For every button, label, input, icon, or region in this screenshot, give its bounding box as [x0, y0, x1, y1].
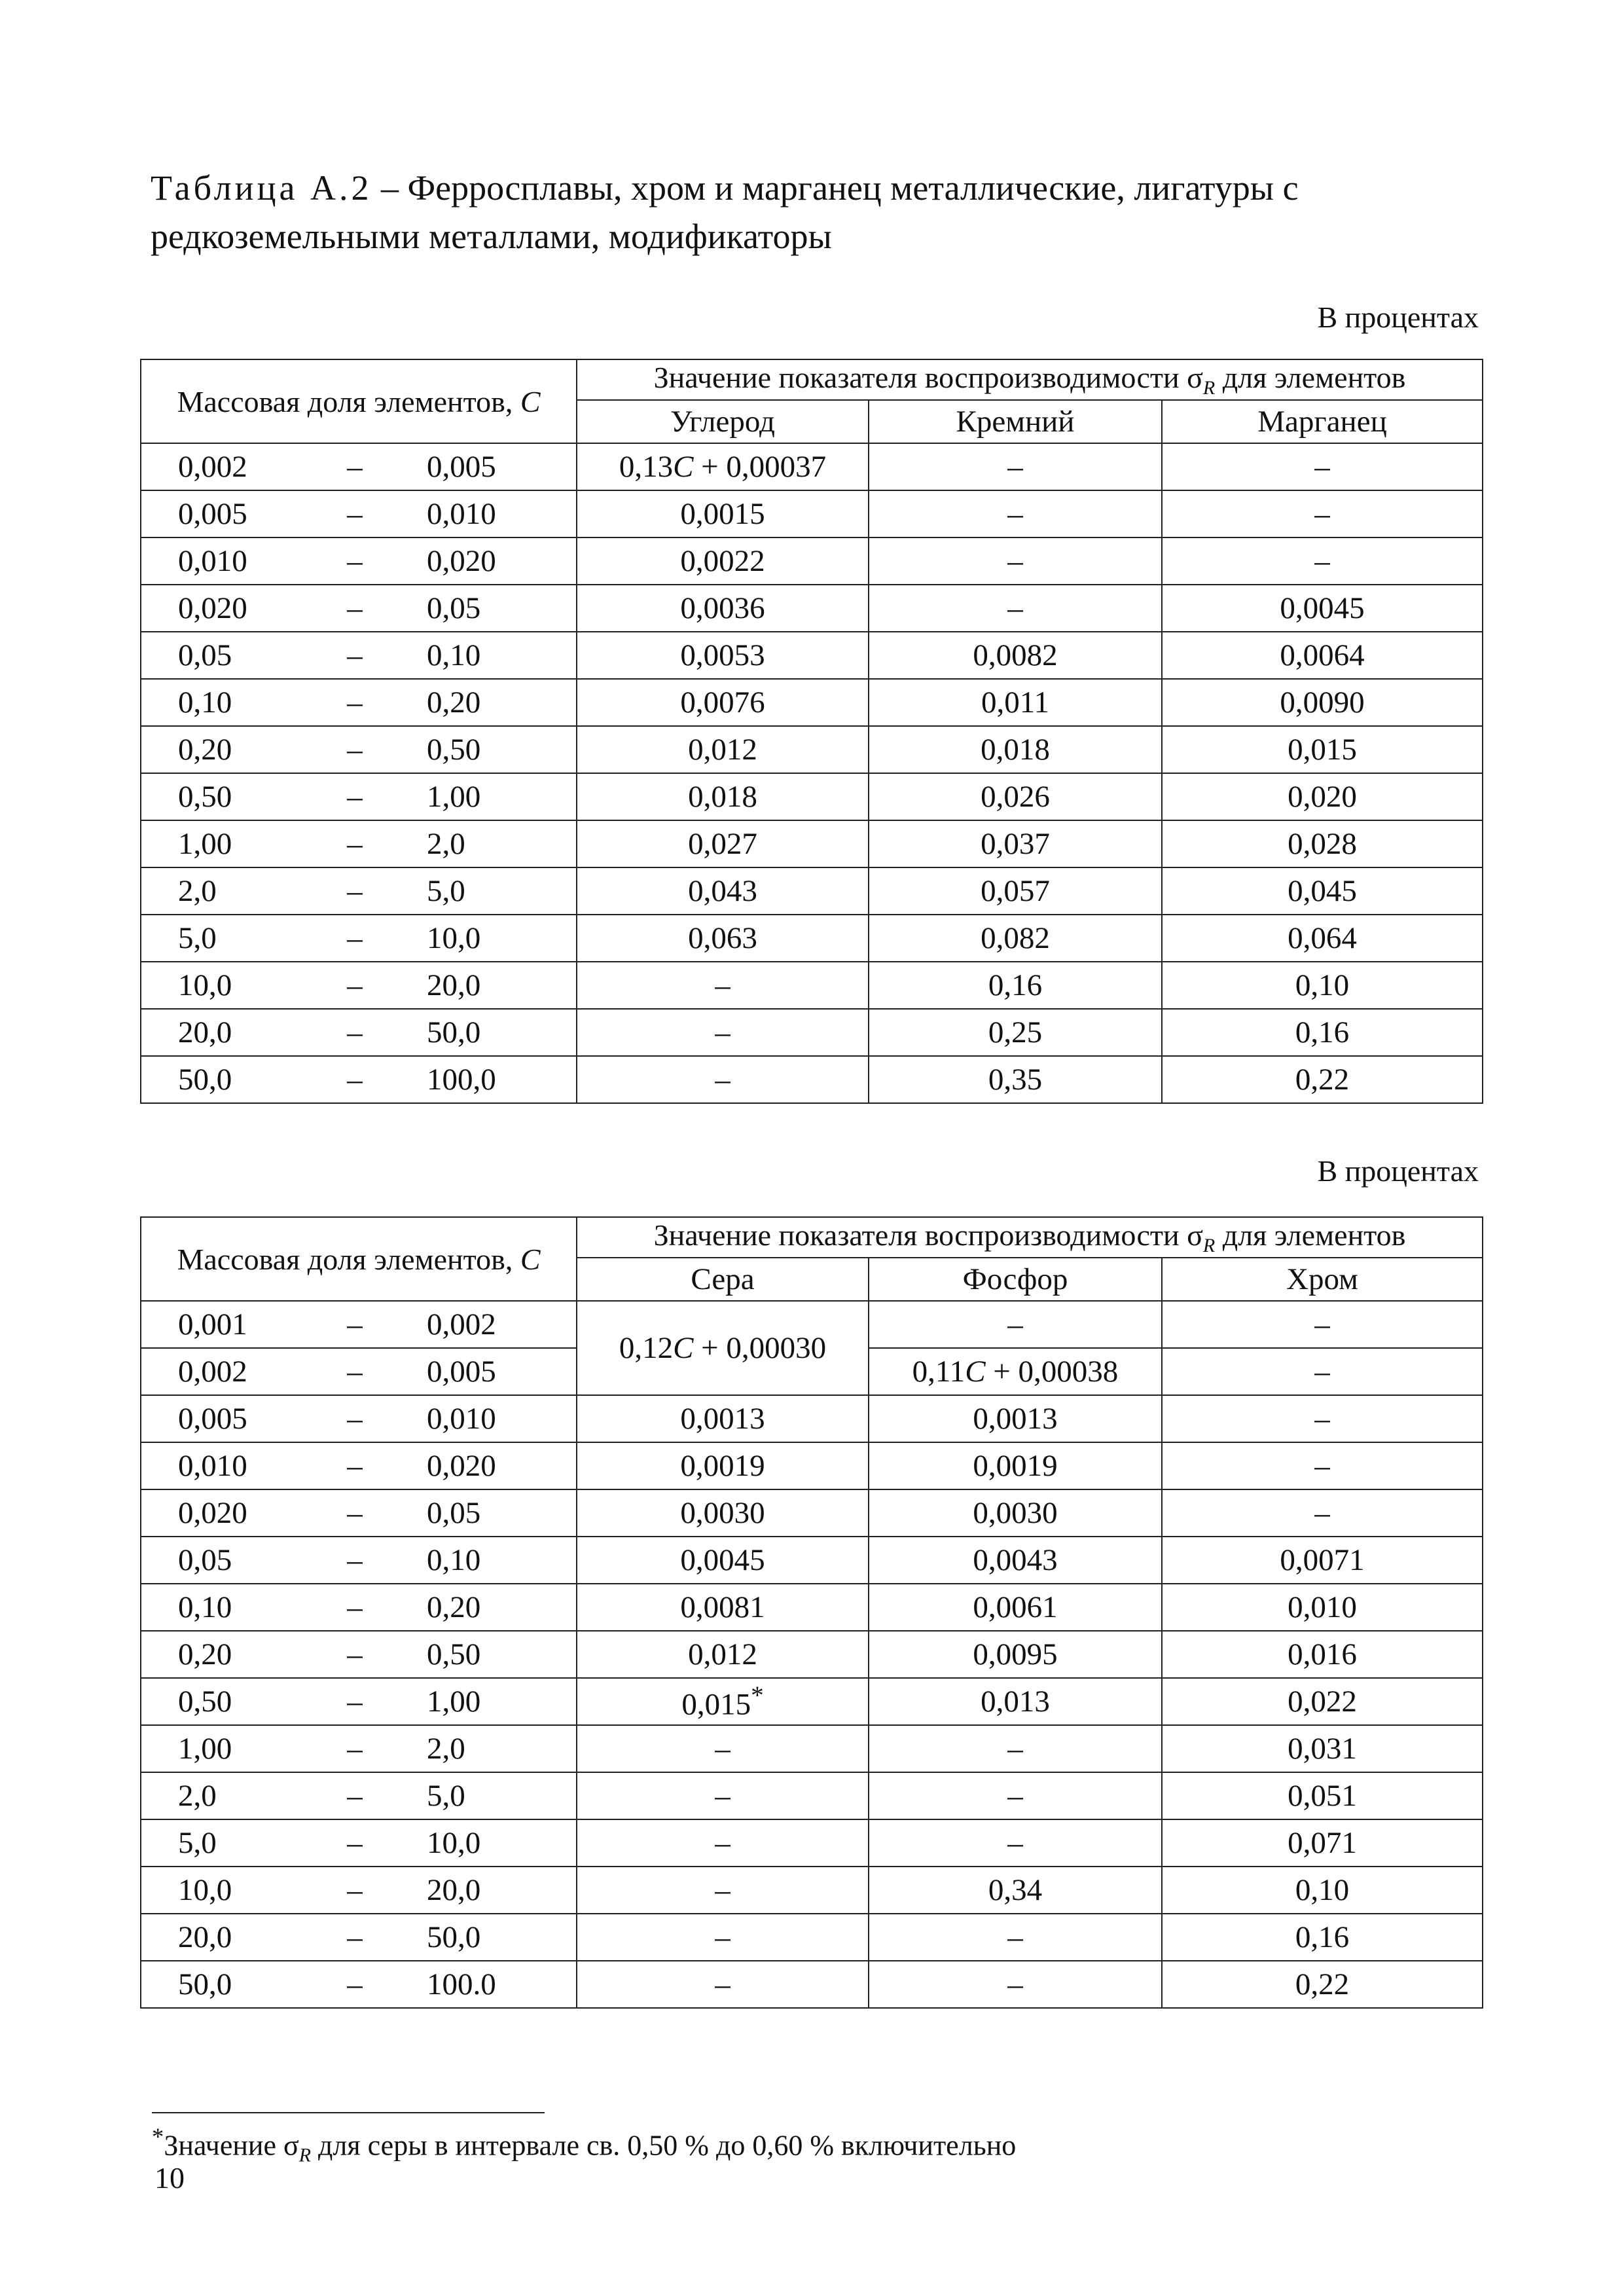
- mass-fraction-header: Массовая доля элементов, C: [141, 1217, 577, 1301]
- value-cell: 0,015*: [577, 1678, 869, 1725]
- range-from: 0,50: [178, 1685, 232, 1719]
- units-label-1: В процентах: [1317, 301, 1479, 334]
- range-from: 0,020: [178, 1496, 247, 1531]
- value-cell: 0,0090: [1162, 679, 1483, 726]
- range-from: 10,0: [178, 968, 232, 1003]
- table-title: – Ферросплавы, хром и марганец металлические, лигатуры с редкоземельными металлами, модификаторы: [151, 168, 1299, 256]
- range-to: 0,20: [427, 1590, 481, 1625]
- range-cell: [141, 773, 577, 820]
- range-cell: [141, 1819, 577, 1867]
- range-dash: –: [347, 1015, 363, 1050]
- table-row: [141, 773, 1483, 820]
- table-row: [141, 1961, 1483, 2008]
- table-number: Таблица А.2: [151, 168, 372, 208]
- units-label-2: В процентах: [1317, 1154, 1479, 1188]
- range-from: 0,05: [178, 638, 232, 673]
- range-to: 20,0: [427, 1873, 481, 1908]
- range-cell: [141, 1395, 577, 1442]
- value-cell: 0,057: [869, 867, 1162, 915]
- range-cell: [141, 1961, 577, 2008]
- range-from: 5,0: [178, 921, 217, 956]
- value-cell: 0,10: [1162, 1867, 1483, 1914]
- range-to: 50,0: [427, 1015, 481, 1050]
- range-dash: –: [347, 1063, 363, 1097]
- value-cell: –: [1162, 490, 1483, 538]
- value-cell: –: [577, 1819, 869, 1867]
- value-cell: 0,35: [869, 1056, 1162, 1103]
- value-cell: 0,020: [1162, 773, 1483, 820]
- range-from: 0,20: [178, 733, 232, 767]
- value-cell: 0,071: [1162, 1819, 1483, 1867]
- range-to: 2,0: [427, 1732, 465, 1766]
- range-from: 20,0: [178, 1015, 232, 1050]
- range-dash: –: [347, 968, 363, 1003]
- range-to: 1,00: [427, 780, 481, 814]
- range-from: 1,00: [178, 827, 232, 862]
- range-from: 2,0: [178, 1779, 217, 1813]
- value-cell: –: [869, 1772, 1162, 1819]
- value-cell: 0,026: [869, 773, 1162, 820]
- range-from: 0,005: [178, 1402, 247, 1436]
- value-cell: 0,10: [1162, 962, 1483, 1009]
- value-cell: 0,015: [1162, 726, 1483, 773]
- table-row: [141, 1395, 1483, 1442]
- value-cell: 0,0071: [1162, 1537, 1483, 1584]
- value-cell: –: [869, 1914, 1162, 1961]
- range-to: 2,0: [427, 827, 465, 862]
- range-from: 0,10: [178, 685, 232, 720]
- value-cell: –: [869, 443, 1162, 490]
- range-cell: [141, 490, 577, 538]
- table-row: [141, 1442, 1483, 1489]
- range-to: 0,020: [427, 1449, 496, 1484]
- value-cell: 0,016: [1162, 1631, 1483, 1678]
- range-dash: –: [347, 874, 363, 909]
- value-cell: 0,0013: [869, 1395, 1162, 1442]
- range-cell: [141, 915, 577, 962]
- value-cell: 0,064: [1162, 915, 1483, 962]
- value-cell: 0,082: [869, 915, 1162, 962]
- column-header: Сера: [577, 1258, 869, 1301]
- range-dash: –: [347, 1873, 363, 1908]
- range-from: 0,10: [178, 1590, 232, 1625]
- value-cell: 0,018: [869, 726, 1162, 773]
- value-cell: 0,22: [1162, 1961, 1483, 2008]
- value-cell: 0,0081: [577, 1584, 869, 1631]
- range-cell: [141, 726, 577, 773]
- range-to: 1,00: [427, 1685, 481, 1719]
- range-from: 0,50: [178, 780, 232, 814]
- range-dash: –: [347, 1732, 363, 1766]
- value-cell: 0,25: [869, 1009, 1162, 1056]
- range-to: 0,50: [427, 1637, 481, 1672]
- value-cell: 0,0022: [577, 538, 869, 585]
- range-to: 0,010: [427, 497, 496, 532]
- range-dash: –: [347, 1920, 363, 1955]
- range-to: 5,0: [427, 1779, 465, 1813]
- range-to: 0,005: [427, 450, 496, 484]
- table-row: [141, 820, 1483, 867]
- value-cell: 0,0076: [577, 679, 869, 726]
- value-cell: 0,0015: [577, 490, 869, 538]
- value-cell: 0,0053: [577, 632, 869, 679]
- value-cell: –: [577, 1867, 869, 1914]
- value-cell: –: [577, 1725, 869, 1772]
- value-cell: 0,037: [869, 820, 1162, 867]
- range-cell: [141, 679, 577, 726]
- range-dash: –: [347, 733, 363, 767]
- value-cell: –: [577, 1914, 869, 1961]
- range-dash: –: [347, 1637, 363, 1672]
- range-cell: [141, 1301, 577, 1348]
- value-cell: –: [1162, 1442, 1483, 1489]
- value-cell: 0,0064: [1162, 632, 1483, 679]
- table-row: [141, 1914, 1483, 1961]
- group-header: Значение показателя воспроизводимости $\sigma_R$ для элементов: [577, 359, 1483, 400]
- range-cell: [141, 1348, 577, 1395]
- range-from: 1,00: [178, 1732, 232, 1766]
- group-header: Значение показателя воспроизводимости $\sigma_R$ для элементов: [577, 1217, 1483, 1258]
- table-row: [141, 1301, 1483, 1348]
- range-from: 0,05: [178, 1543, 232, 1578]
- value-cell: 0,028: [1162, 820, 1483, 867]
- value-cell: –: [869, 538, 1162, 585]
- range-to: 0,002: [427, 1307, 496, 1342]
- table-row: [141, 1678, 1483, 1725]
- table-row: [141, 1009, 1483, 1056]
- range-from: 0,020: [178, 591, 247, 626]
- range-to: 0,05: [427, 1496, 481, 1531]
- value-cell: –: [1162, 1301, 1483, 1348]
- range-from: 0,001: [178, 1307, 247, 1342]
- range-to: 10,0: [427, 921, 481, 956]
- table-row: [141, 1819, 1483, 1867]
- table-row: [141, 585, 1483, 632]
- range-cell: [141, 1537, 577, 1584]
- range-cell: [141, 867, 577, 915]
- value-cell: –: [577, 962, 869, 1009]
- value-cell: –: [1162, 1395, 1483, 1442]
- table-row: [141, 1489, 1483, 1537]
- value-cell: –: [577, 1056, 869, 1103]
- table-row: [141, 443, 1483, 490]
- value-cell: 0,0061: [869, 1584, 1162, 1631]
- range-dash: –: [347, 780, 363, 814]
- range-dash: –: [347, 827, 363, 862]
- value-cell: 0,0045: [577, 1537, 869, 1584]
- range-cell: [141, 585, 577, 632]
- range-cell: [141, 1584, 577, 1631]
- table-row: [141, 490, 1483, 538]
- value-cell: 0,0043: [869, 1537, 1162, 1584]
- range-to: 10,0: [427, 1826, 481, 1861]
- value-cell: –: [1162, 443, 1483, 490]
- value-cell: 0,0030: [869, 1489, 1162, 1537]
- range-cell: [141, 1631, 577, 1678]
- table-row: [141, 915, 1483, 962]
- value-cell: 0,16: [1162, 1914, 1483, 1961]
- value-cell: 0,16: [1162, 1009, 1483, 1056]
- range-cell: [141, 1914, 577, 1961]
- column-header: Углерод: [577, 400, 869, 443]
- range-to: 100,0: [427, 1063, 496, 1097]
- range-to: 0,20: [427, 685, 481, 720]
- range-to: 0,10: [427, 1543, 481, 1578]
- range-from: 0,010: [178, 1449, 247, 1484]
- value-cell: –: [869, 585, 1162, 632]
- table-row: [141, 726, 1483, 773]
- range-to: 0,10: [427, 638, 481, 673]
- range-to: 0,50: [427, 733, 481, 767]
- mass-fraction-header: Массовая доля элементов, C: [141, 359, 577, 443]
- value-cell: 0,063: [577, 915, 869, 962]
- range-dash: –: [347, 1685, 363, 1719]
- value-cell: 0,010: [1162, 1584, 1483, 1631]
- value-cell: 0,0036: [577, 585, 869, 632]
- value-cell: 0,34: [869, 1867, 1162, 1914]
- range-dash: –: [347, 1826, 363, 1861]
- column-header: Кремний: [869, 400, 1162, 443]
- value-cell: 0,013: [869, 1678, 1162, 1725]
- value-cell: 0,018: [577, 773, 869, 820]
- value-cell: 0,22: [1162, 1056, 1483, 1103]
- range-dash: –: [347, 497, 363, 532]
- value-cell: –: [1162, 1489, 1483, 1537]
- range-to: 50,0: [427, 1920, 481, 1955]
- value-cell: –: [869, 1961, 1162, 2008]
- value-cell: 0,0082: [869, 632, 1162, 679]
- range-from: 0,20: [178, 1637, 232, 1672]
- range-from: 20,0: [178, 1920, 232, 1955]
- range-cell: [141, 1772, 577, 1819]
- value-cell: 0,051: [1162, 1772, 1483, 1819]
- range-to: 0,005: [427, 1355, 496, 1389]
- value-cell: –: [1162, 538, 1483, 585]
- table-row: [141, 1725, 1483, 1772]
- range-from: 0,002: [178, 1355, 247, 1389]
- value-cell: –: [577, 1009, 869, 1056]
- range-cell: [141, 820, 577, 867]
- value-cell: 0,0019: [577, 1442, 869, 1489]
- value-cell: –: [869, 1819, 1162, 1867]
- range-cell: [141, 962, 577, 1009]
- range-from: 10,0: [178, 1873, 232, 1908]
- range-cell: [141, 1867, 577, 1914]
- footnote-rule: [152, 2112, 545, 2113]
- value-cell: 0,0019: [869, 1442, 1162, 1489]
- range-dash: –: [347, 1496, 363, 1531]
- value-cell: 0,012: [577, 726, 869, 773]
- range-dash: –: [347, 544, 363, 579]
- table-row: [141, 1631, 1483, 1678]
- table-row: [141, 679, 1483, 726]
- table-row: [141, 632, 1483, 679]
- range-cell: [141, 1442, 577, 1489]
- range-dash: –: [347, 1590, 363, 1625]
- value-cell: 0,0013: [577, 1395, 869, 1442]
- range-cell: [141, 632, 577, 679]
- range-to: 0,010: [427, 1402, 496, 1436]
- range-to: 20,0: [427, 968, 481, 1003]
- value-cell-merged: 0,12C + 0,00030: [577, 1301, 869, 1395]
- table-row: [141, 1772, 1483, 1819]
- range-to: 100.0: [427, 1967, 496, 2002]
- column-header: Фосфор: [869, 1258, 1162, 1301]
- value-cell: 0,0030: [577, 1489, 869, 1537]
- page-number: 10: [154, 2161, 185, 2195]
- range-to: 5,0: [427, 874, 465, 909]
- range-from: 0,002: [178, 450, 247, 484]
- range-dash: –: [347, 591, 363, 626]
- range-from: 5,0: [178, 1826, 217, 1861]
- range-dash: –: [347, 685, 363, 720]
- range-dash: –: [347, 638, 363, 673]
- table-row: [141, 1584, 1483, 1631]
- range-cell: [141, 1489, 577, 1537]
- value-cell: 0,0045: [1162, 585, 1483, 632]
- value-cell: 0,043: [577, 867, 869, 915]
- value-cell: 0,012: [577, 1631, 869, 1678]
- value-cell: –: [869, 490, 1162, 538]
- value-cell: 0,16: [869, 962, 1162, 1009]
- range-dash: –: [347, 1355, 363, 1389]
- table-row: [141, 962, 1483, 1009]
- column-header: Хром: [1162, 1258, 1483, 1301]
- range-to: 0,020: [427, 544, 496, 579]
- value-cell: –: [869, 1725, 1162, 1772]
- value-cell: 0,045: [1162, 867, 1483, 915]
- range-to: 0,05: [427, 591, 481, 626]
- table-row: [141, 1867, 1483, 1914]
- value-cell: 0,022: [1162, 1678, 1483, 1725]
- range-dash: –: [347, 450, 363, 484]
- value-cell: –: [577, 1772, 869, 1819]
- range-dash: –: [347, 1779, 363, 1813]
- range-cell: [141, 1009, 577, 1056]
- value-cell: 0,027: [577, 820, 869, 867]
- range-cell: [141, 1678, 577, 1725]
- range-from: 0,010: [178, 544, 247, 579]
- range-dash: –: [347, 1543, 363, 1578]
- column-header: Марганец: [1162, 400, 1483, 443]
- table-row: [141, 1537, 1483, 1584]
- range-dash: –: [347, 1307, 363, 1342]
- range-from: 50,0: [178, 1967, 232, 2002]
- range-from: 0,005: [178, 497, 247, 532]
- value-cell: 0,11C + 0,00038: [869, 1348, 1162, 1395]
- footnote: *Значение $\sigma_R$ для серы в интервале св. 0,50 % до 0,60 % включительно: [152, 2123, 1017, 2166]
- range-dash: –: [347, 1967, 363, 2002]
- table-row: [141, 538, 1483, 585]
- range-cell: [141, 1725, 577, 1772]
- range-cell: [141, 1056, 577, 1103]
- range-from: 2,0: [178, 874, 217, 909]
- range-cell: [141, 443, 577, 490]
- range-from: 50,0: [178, 1063, 232, 1097]
- table-caption: [151, 164, 1479, 261]
- table-row: [141, 867, 1483, 915]
- range-dash: –: [347, 1449, 363, 1484]
- value-cell: –: [869, 1301, 1162, 1348]
- range-dash: –: [347, 1402, 363, 1436]
- value-cell: 0,011: [869, 679, 1162, 726]
- value-cell: –: [1162, 1348, 1483, 1395]
- range-cell: [141, 538, 577, 585]
- value-cell: 0,13C + 0,00037: [577, 443, 869, 490]
- reproducibility-table-2: [140, 1216, 1483, 2009]
- reproducibility-table-1: [140, 359, 1483, 1104]
- value-cell: –: [577, 1961, 869, 2008]
- range-dash: –: [347, 921, 363, 956]
- value-cell: 0,031: [1162, 1725, 1483, 1772]
- value-cell: 0,0095: [869, 1631, 1162, 1678]
- table-row: [141, 1056, 1483, 1103]
